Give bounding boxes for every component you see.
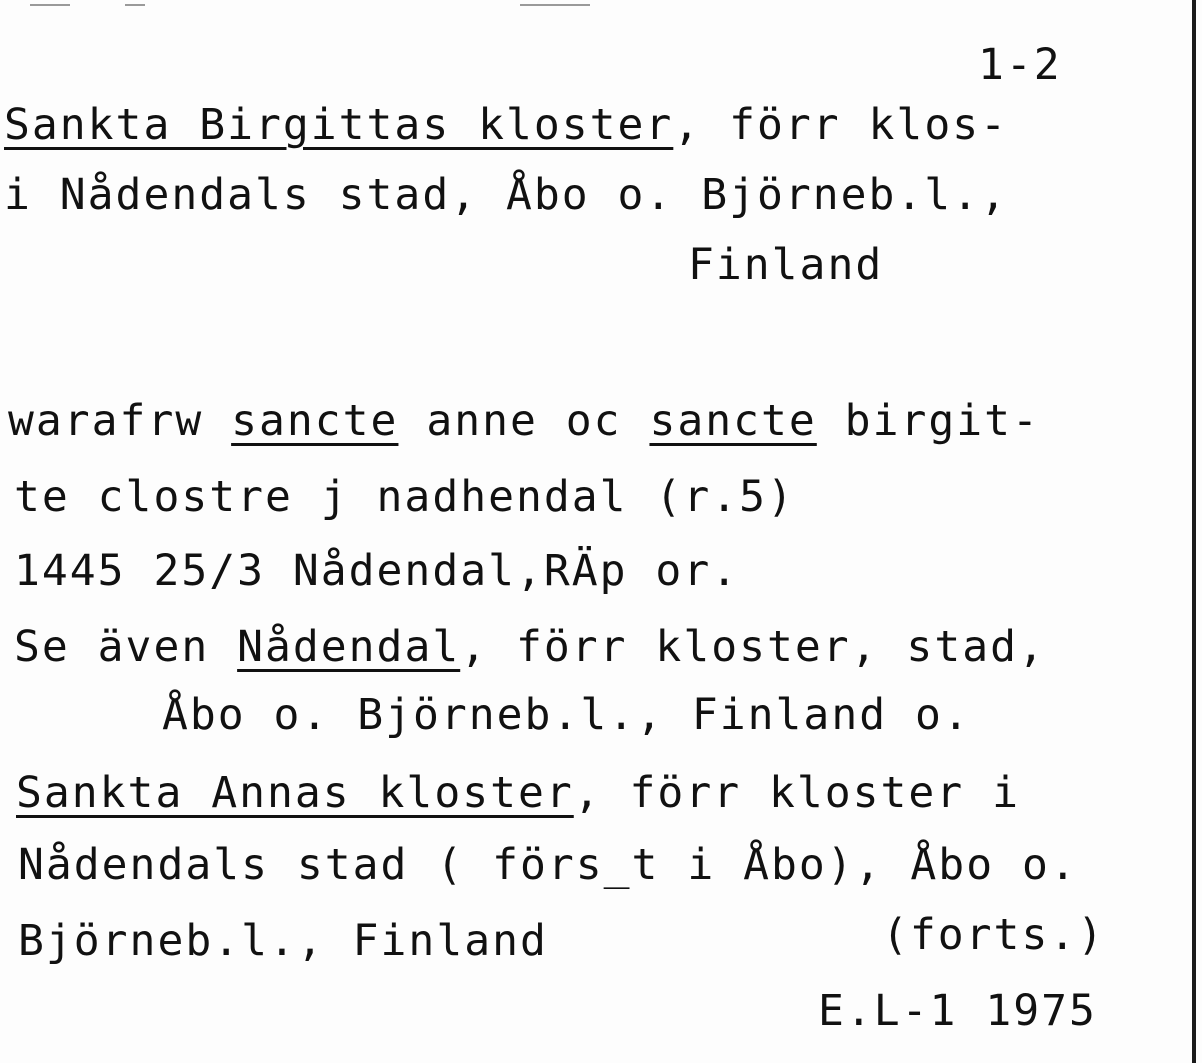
- see-also-text: Se även: [14, 622, 238, 672]
- entry-underlined-word: sancte: [649, 396, 817, 446]
- entry-line-1: [8, 396, 1040, 446]
- heading-line-2: i Nådendals stad, Åbo o. Björneb.l.,: [4, 170, 1008, 220]
- signature: E.L-1 1975: [818, 986, 1097, 1036]
- see-also-reference: Sankta Annas kloster: [16, 768, 574, 818]
- see-also-line-4: Nådendals stad ( förs_t i Åbo), Åbo o.: [18, 840, 1078, 890]
- see-also-line-1: [14, 622, 1046, 672]
- entry-text: warafrw: [8, 396, 232, 446]
- heading-line-1: [4, 100, 1008, 150]
- see-also-line-5: Björneb.l., Finland: [18, 916, 548, 966]
- see-also-line-3: [16, 768, 1020, 818]
- entry-line-3: 1445 25/3 Nådendal,RÄp or.: [14, 546, 740, 596]
- entry-text: anne oc: [398, 396, 650, 446]
- continued-note: (forts.): [882, 910, 1106, 960]
- scan-mark: [30, 4, 70, 6]
- entry-underlined-word: sancte: [231, 396, 399, 446]
- page-reference: 1-2: [978, 40, 1062, 90]
- entry-text: birgit-: [816, 396, 1040, 446]
- see-also-line-2: Åbo o. Björneb.l., Finland o.: [162, 690, 971, 740]
- heading-title: Sankta Birgittas kloster: [4, 100, 674, 150]
- see-also-reference: Nådendal: [237, 622, 461, 672]
- see-also-text: , förr kloster i: [573, 768, 1020, 818]
- see-also-text: , förr kloster, stad,: [460, 622, 1046, 672]
- entry-line-2: te clostre j nadhendal (r.5): [14, 472, 795, 522]
- scan-mark: [125, 4, 145, 6]
- card-right-border: [1192, 0, 1196, 1063]
- scan-mark: [520, 4, 590, 6]
- heading-title-rest: , förr klos-: [673, 100, 1008, 150]
- heading-line-3: Finland: [688, 240, 884, 290]
